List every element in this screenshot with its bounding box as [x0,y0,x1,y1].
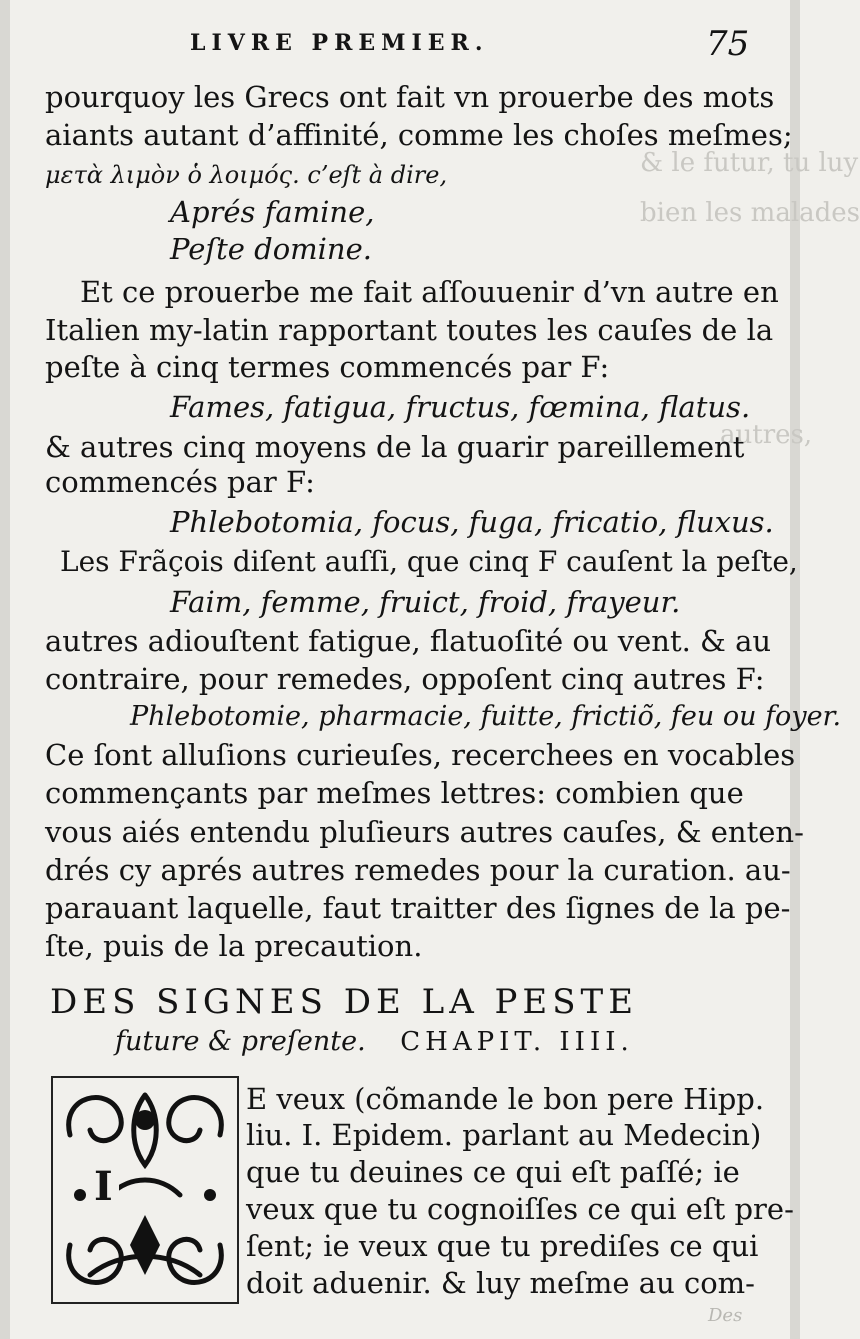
text-line: aiants autant d’affinité, comme les choſes meſmes; [45,118,793,152]
proverb-line: Aprés famine, [170,195,375,229]
ornamental-initial [50,1075,240,1305]
running-title: LIVRE PREMIER. [190,30,489,56]
text-line: drés cy aprés autres remedes pour la curation. au- [45,853,791,887]
proverb-line: Peſte domine. [170,232,372,266]
ornament-icon [50,1075,240,1305]
text-line: Et ce prouerbe me fait aſſouuenir d’vn autre en [80,275,779,309]
text-line: commençants par meſmes lettres: combien que [45,776,744,810]
text-line: autres adiouſtent fatigue, flatuoſité ou vent. & au [45,624,772,658]
chapter-subtitle-row [115,1026,634,1057]
greek-proverb-line: μετὰ λιμὸν ὁ λοιμός. c’eſt à dire, [45,161,448,189]
latin-list-line: Fames, fatigua, fructus, fœmina, flatus. [170,390,751,424]
text-line: ſte, puis de la precaution. [45,929,423,963]
bleed-through: autres, [720,420,813,450]
text-line: Les Frãçois diſent auſſi, que cinq F cauſent la peſte, [60,545,798,578]
chapter-subtitle: future & preſente. [115,1026,366,1057]
bleed-through: bien les malades [640,198,860,228]
chapter-title: DES SIGNES DE LA PESTE [50,982,639,1022]
page-number: 75 [706,24,750,64]
french-list-line: Phlebotomie, pharmacie, fuitte, frictiõ, feu ou foyer. [130,701,842,732]
catchword: Des [708,1305,743,1326]
text-line: Ce ſont alluſions curieuſes, recerchees en vocables [45,738,796,772]
bleed-through: & le futur, tu luy [640,148,859,178]
text-line: doit aduenir. & luy meſme au com- [246,1266,755,1300]
text-line: que tu deuines ce qui eſt paſſé; ie [246,1155,740,1189]
text-line: veux que tu cognoiſſes ce qui eſt pre- [246,1192,794,1226]
text-line: & autres cinq moyens de la guarir pareillement [45,430,745,464]
text-line: E veux (cõmande le bon pere Hipp. [246,1082,765,1116]
text-line: commencés par F: [45,465,315,499]
page-edge-left [0,0,10,1339]
text-line: contraire, pour remedes, oppoſent cinq autres F: [45,662,765,696]
french-list-line: Faim, femme, fruict, froid, frayeur. [170,585,681,619]
text-line: ſent; ie veux que tu prediſes ce qui [246,1229,759,1263]
latin-list-line: Phlebotomia, focus, fuga, fricatio, fluxus. [170,505,774,539]
text-line: liu. I. Epidem. parlant au Medecin) [246,1118,762,1152]
text-line: pourquoy les Grecs ont fait vn prouerbe des mots [45,80,775,114]
initial-letter: I [88,1163,119,1210]
text-line: vous aiés entendu pluſieurs autres cauſes, & enten- [45,815,804,849]
text-line: Italien my-latin rapportant toutes les cauſes de la [45,313,774,347]
chapter-number: CHAPIT. IIII. [400,1027,634,1057]
text-line: parauant laquelle, faut traitter des ſignes de la pe- [45,891,791,925]
text-line: peſte à cinq termes commencés par F: [45,350,610,384]
